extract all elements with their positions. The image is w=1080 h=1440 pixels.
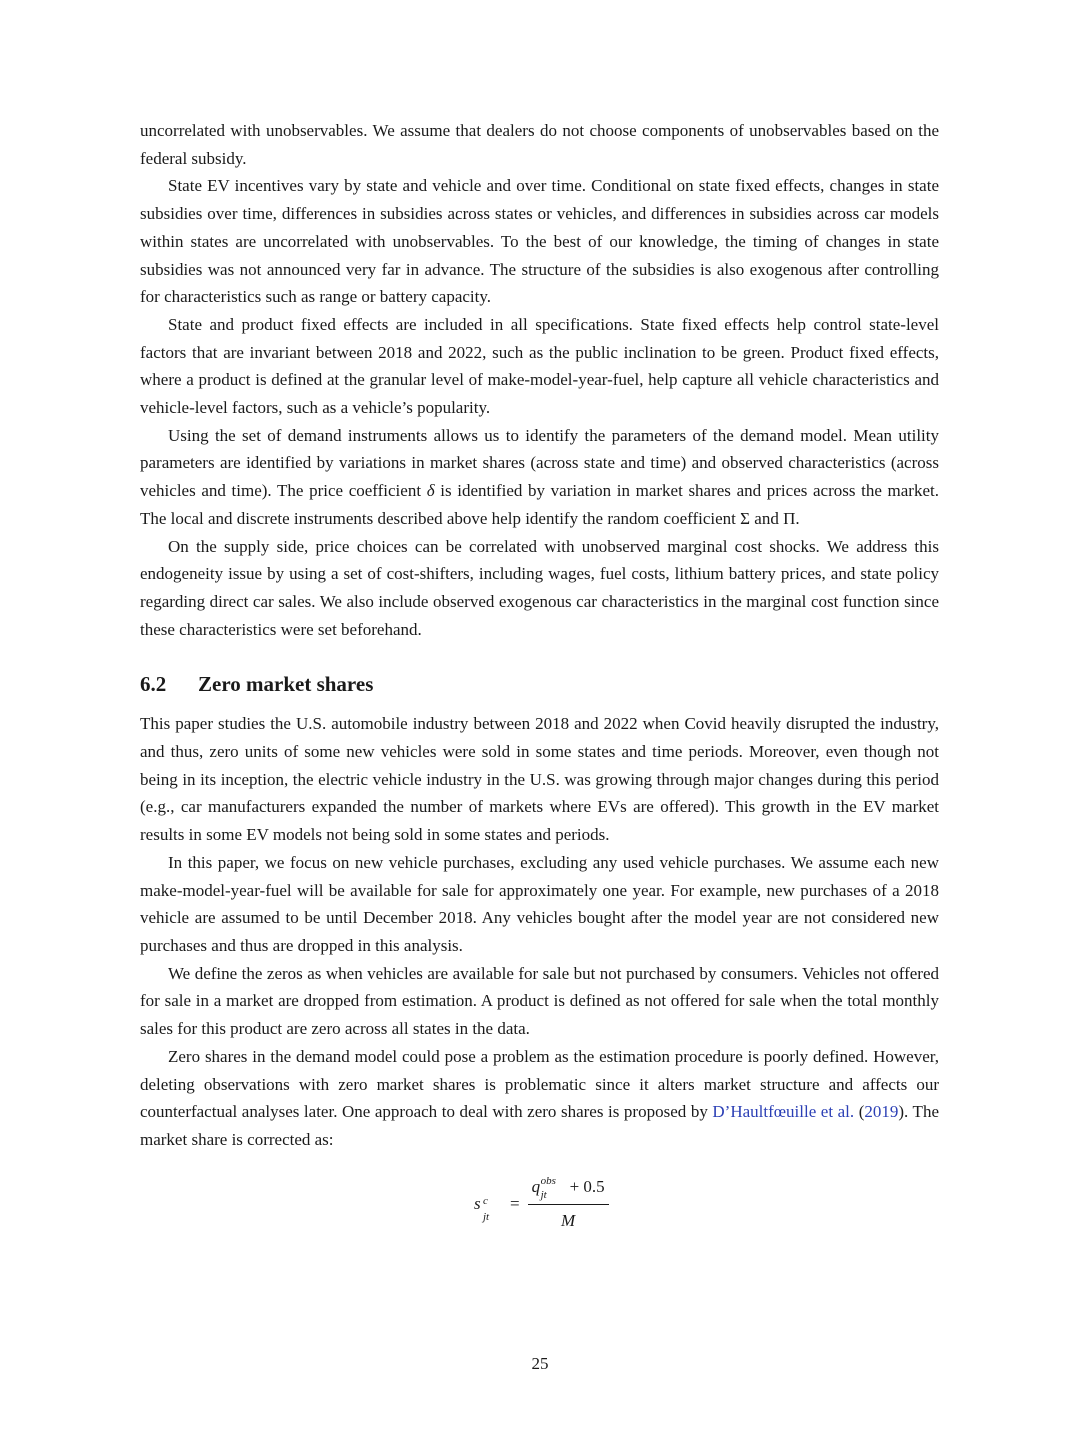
equation-fraction — [528, 1173, 609, 1234]
text-segment: is identified by variation in market shares and prices across the market. The local and discrete instruments described above help identify the random coefficient Σ and Π. — [140, 481, 939, 528]
fraction-denominator: M — [561, 1210, 576, 1230]
section-heading — [140, 670, 939, 698]
text-segment: ( — [854, 1102, 865, 1122]
page-number: 25 — [531, 1354, 549, 1373]
market-share-equation — [140, 1176, 939, 1236]
q-observed — [532, 1173, 570, 1201]
delta-symbol: δ — [426, 481, 435, 501]
paragraph-supply-side: On the supply side, price choices can be correlated with unobserved marginal cost shocks. We address this endogeneity issue by using a set of cost-shifters, including wages, fuel costs, lithium battery prices, and state policy regarding direct car sales. We also include observed exogenous car characteristics in the marginal cost function since these characteristics were set beforehand. — [140, 536, 939, 639]
numerator-rest: + 0.5 — [569, 1176, 605, 1196]
paragraph-state-ev-incentives: State EV incentives vary by state and vehicle and over time. Conditional on state fixed effects, changes in state subsidies over time, differences in subsidies across states or vehicles, and differences in subsidies across car models within states are uncorrelated with unobservables. To the best of our knowledge, the timing of changes in state subsidies was not announced very far in advance. The structure of the subsidies is also exogenous after controlling for characteristics such as range or battery capacity. — [140, 176, 939, 307]
equation-lhs-symbol: s — [474, 1193, 481, 1213]
fraction-numerator — [528, 1173, 609, 1205]
q-superscript: obs — [540, 1174, 556, 1187]
equation-lhs-subscript: jt — [483, 1210, 490, 1223]
section-title: Zero market shares — [198, 672, 374, 697]
section-number: 6.2 — [140, 672, 167, 697]
citation-year-link[interactable]: 2019 — [864, 1102, 899, 1122]
text-segment: ). The market share is corrected as: — [140, 1102, 939, 1149]
citation-author-link[interactable]: D’Haultfœuille et al. — [712, 1102, 855, 1122]
text-segment: Using the set of demand instruments allows us to identify the parameters of the demand model. Mean utility parameters are identified by variations in market shares (across state and time) and observed characteristics (across vehicles and time). The price coefficient — [140, 425, 939, 501]
equals-sign: = — [510, 1193, 520, 1213]
page-body — [140, 117, 939, 1236]
paragraph-zero-shares — [140, 1043, 939, 1154]
paragraph-continuation: uncorrelated with unobservables. We assume that dealers do not choose components of unobservables based on the federal subsidy. — [140, 121, 939, 168]
text-segment: Zero shares in the demand model could pose a problem as the estimation procedure is poorly defined. However, deleting observations with zero market shares is problematic since it alters market structure and affects our counterfactual analyses later. One approach to deal with zero shares is proposed by — [140, 1046, 939, 1122]
equation-lhs-superscript: c — [483, 1194, 488, 1207]
paragraph-industry-covid: This paper studies the U.S. automobile industry between 2018 and 2022 when Covid heavily disrupted the industry, and thus, zero units of some new vehicles were sold in some states and time periods. Moreover, even though not being in its inception, the electric vehicle industry in the U.S. was growing through major changes during this period (e.g., car manufacturers expanded the number of markets where EVs are offered). This growth in the EV market results in some EV models not being sold in some states and periods. — [140, 714, 939, 845]
q-symbol: q — [531, 1176, 541, 1196]
paragraph-define-zeros: We define the zeros as when vehicles are available for sale but not purchased by consumers. Vehicles not offered for sale in a market are dropped from estimation. A product is defined as not offered for sale when the total monthly sales for this product are zero across all states in the data. — [140, 963, 939, 1039]
q-subscript: jt — [540, 1188, 547, 1201]
paragraph-new-vehicles: In this paper, we focus on new vehicle purchases, excluding any used vehicle purchases. We assume each new make-model-year-fuel will be available for sale for approximately one year. For example, new purchases of a 2018 vehicle are assumed to be until December 2018. Any vehicles bought after the model year are not considered new purchases and thus are dropped in this analysis. — [140, 852, 939, 955]
paragraph-demand-instruments — [140, 422, 939, 533]
paragraph-fixed-effects: State and product fixed effects are included in all specifications. State fixed effects help control state-level factors that are invariant between 2018 and 2022, such as the public inclination to be green. Product fixed effects, where a product is defined at the granular level of make-model-year-fuel, help capture all vehicle characteristics and vehicle-level factors, such as a vehicle’s popularity. — [140, 314, 939, 418]
equation-lhs — [474, 1190, 500, 1223]
